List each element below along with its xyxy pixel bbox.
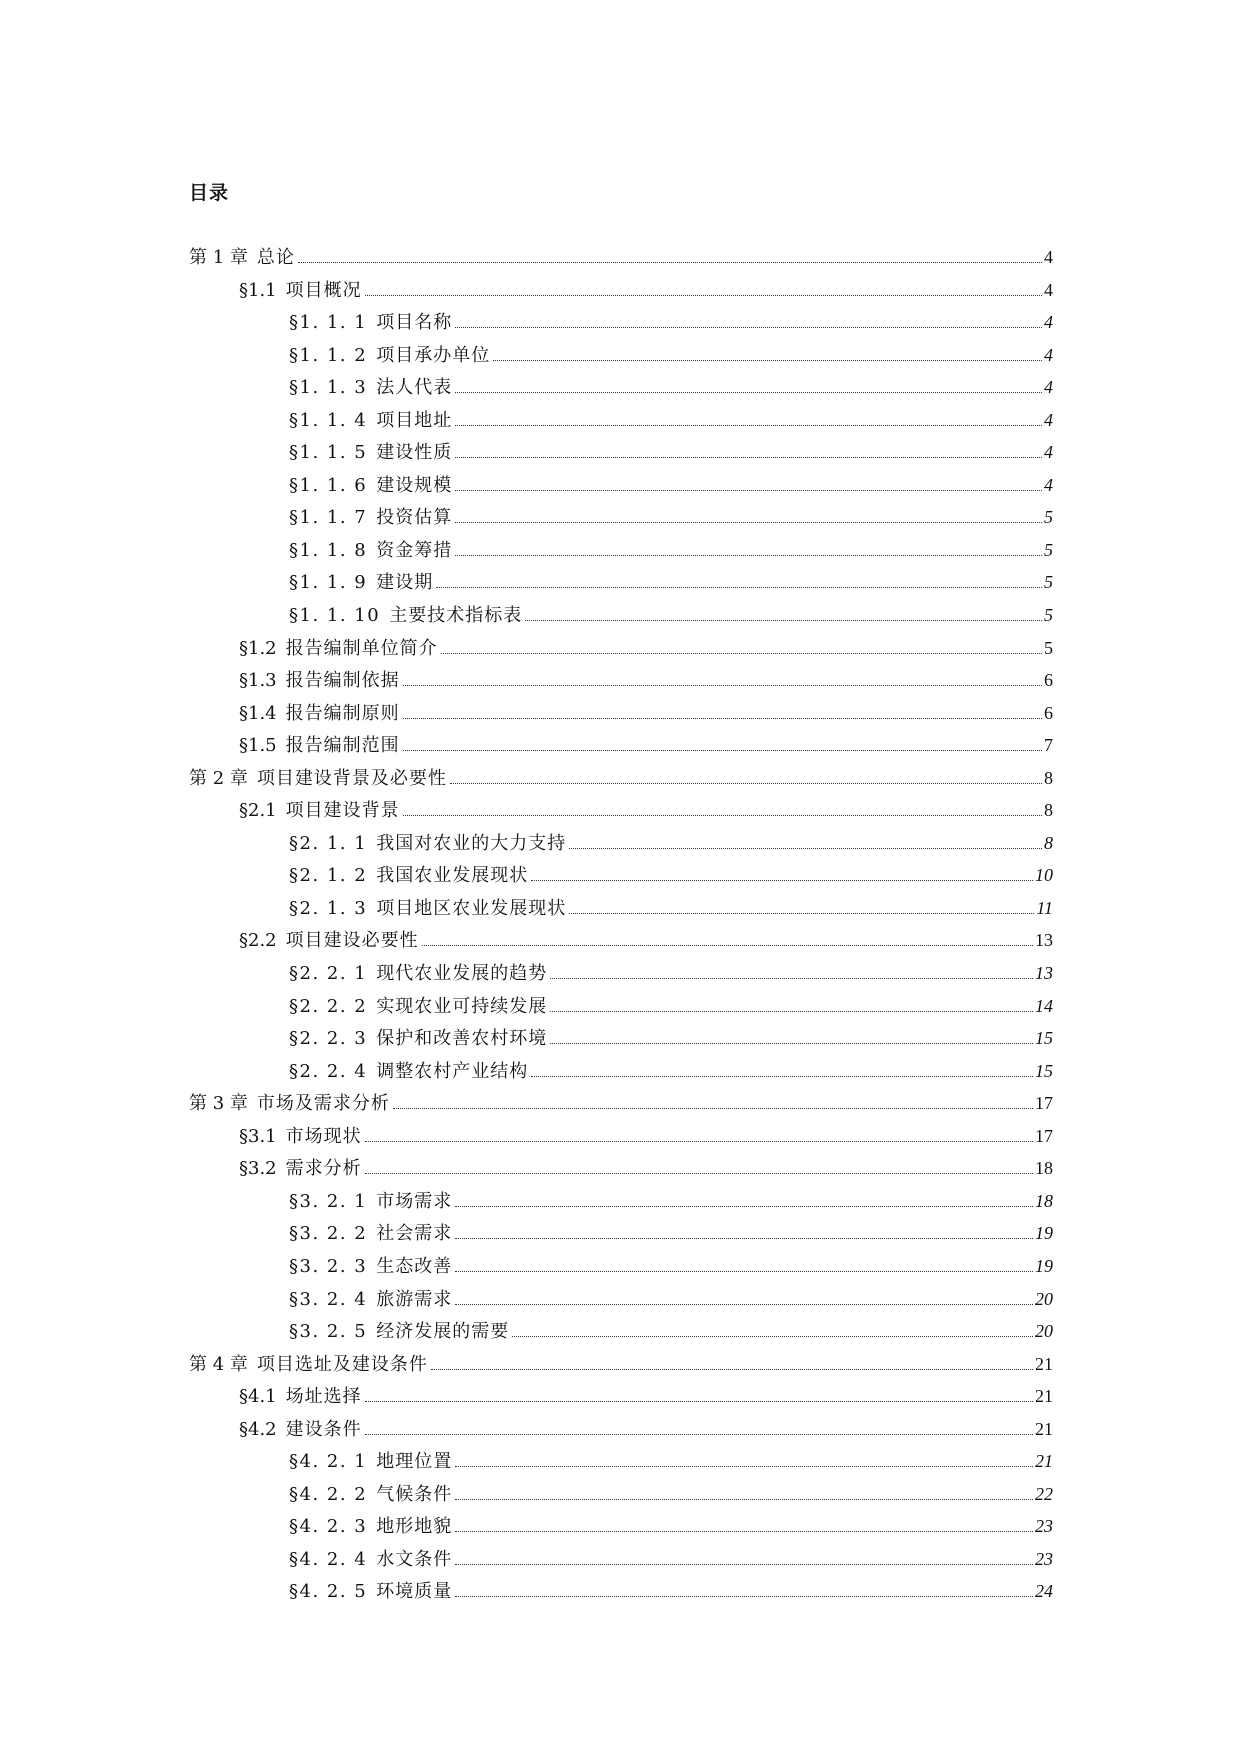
toc-page-number: 4: [1044, 344, 1053, 365]
toc-dot-leader: [531, 1076, 1033, 1077]
toc-page-number: 8: [1044, 800, 1053, 821]
toc-entry-label: 我国农业发展现状: [376, 865, 529, 887]
toc-page-number: 13: [1035, 963, 1053, 984]
toc-subsection-entry[interactable]: [189, 1575, 1053, 1608]
toc-entry-label: 项目选址及建设条件: [256, 1353, 428, 1375]
toc-dot-leader: [403, 685, 1042, 686]
toc-subsection-entry[interactable]: [189, 892, 1053, 925]
toc-list: [189, 241, 1053, 1608]
toc-subsection-entry[interactable]: [189, 957, 1053, 990]
toc-entry-label: 生态改善: [376, 1255, 453, 1277]
toc-dot-leader: [365, 1141, 1033, 1142]
toc-dot-leader: [455, 1596, 1033, 1597]
toc-subsection-entry[interactable]: [189, 599, 1053, 632]
toc-entry-label: 项目建设背景及必要性: [256, 767, 447, 789]
toc-page-number: 15: [1035, 1028, 1053, 1049]
toc-page-number: 20: [1035, 1321, 1053, 1342]
toc-subsection-entry[interactable]: [189, 404, 1053, 437]
toc-dot-leader: [455, 490, 1042, 491]
toc-entry-number: §4. 2. 2: [289, 1483, 368, 1505]
toc-subsection-entry[interactable]: [189, 1055, 1053, 1088]
toc-dot-leader: [365, 1434, 1033, 1435]
toc-section-entry[interactable]: [189, 274, 1053, 307]
toc-dot-leader: [393, 1108, 1033, 1109]
toc-dot-leader: [450, 783, 1042, 784]
toc-entry-label: 水文条件: [376, 1548, 453, 1570]
toc-entry-label: 主要技术指标表: [389, 605, 523, 627]
toc-title: 目录: [189, 182, 230, 204]
toc-entry-label: 市场及需求分析: [256, 1093, 390, 1115]
toc-entry-number: 第 2 章: [189, 767, 248, 789]
toc-page-number: 15: [1035, 1060, 1053, 1081]
toc-page-number: 21: [1035, 1451, 1053, 1472]
toc-dot-leader: [455, 392, 1042, 393]
toc-subsection-entry[interactable]: [189, 1543, 1053, 1576]
toc-entry-number: §1.2: [239, 637, 277, 659]
toc-section-entry[interactable]: [189, 1152, 1053, 1185]
toc-entry-label: 项目建设必要性: [285, 930, 419, 952]
toc-dot-leader: [422, 945, 1033, 946]
toc-section-entry[interactable]: [189, 1413, 1053, 1446]
toc-dot-leader: [455, 1271, 1033, 1272]
toc-entry-label: 市场现状: [285, 1125, 362, 1147]
toc-dot-leader: [431, 1369, 1033, 1370]
toc-dot-leader: [512, 1336, 1033, 1337]
toc-entry-label: 建设期: [376, 572, 434, 594]
toc-entry-label: 建设规模: [376, 474, 453, 496]
toc-entry-number: §1.1: [239, 279, 277, 301]
toc-entry-number: §3. 2. 2: [289, 1223, 368, 1245]
toc-entry-label: 项目承办单位: [376, 344, 491, 366]
toc-page-number: 7: [1044, 735, 1053, 756]
toc-page-number: 8: [1044, 832, 1053, 853]
toc-entry-number: §4. 2. 4: [289, 1548, 368, 1570]
toc-page-number: 5: [1044, 605, 1053, 626]
toc-page-number: 20: [1035, 1288, 1053, 1309]
toc-dot-leader: [455, 522, 1042, 523]
toc-entry-label: 项目地址: [376, 409, 453, 431]
toc-entry-number: §2. 2. 3: [289, 1028, 368, 1050]
toc-page-number: 13: [1035, 930, 1053, 951]
toc-page-number: 19: [1035, 1223, 1053, 1244]
toc-entry-number: 第 1 章: [189, 247, 248, 268]
toc-dot-leader: [455, 327, 1042, 328]
toc-section-entry[interactable]: [189, 1380, 1053, 1413]
toc-entry-number: §1.5: [239, 735, 277, 757]
toc-entry-number: §4.1: [239, 1386, 277, 1408]
toc-page-number: 19: [1035, 1255, 1053, 1276]
toc-entry-number: §1. 1. 5: [289, 442, 368, 464]
toc-dot-leader: [365, 295, 1042, 296]
toc-page-number: 21: [1035, 1418, 1053, 1439]
toc-page-number: 23: [1035, 1548, 1053, 1569]
toc-page-number: 5: [1044, 637, 1053, 658]
toc-entry-label: 报告编制依据: [285, 670, 400, 692]
toc-page-number: 4: [1044, 409, 1053, 430]
toc-entry-label: 资金筹措: [376, 539, 453, 561]
toc-entry-number: §2. 2. 4: [289, 1060, 368, 1082]
toc-page-number: 4: [1044, 474, 1053, 495]
toc-subsection-entry[interactable]: [189, 469, 1053, 502]
toc-dot-leader: [441, 653, 1042, 654]
toc-entry-label: 项目建设背景: [285, 800, 400, 822]
toc-subsection-entry[interactable]: [189, 859, 1053, 892]
toc-subsection-entry[interactable]: [189, 1185, 1053, 1218]
toc-entry-label: 报告编制范围: [285, 735, 400, 757]
toc-entry-number: §2. 2. 1: [289, 963, 368, 985]
toc-entry-number: §2. 2. 2: [289, 995, 368, 1017]
toc-chapter-entry[interactable]: [189, 762, 1053, 795]
toc-entry-label: 旅游需求: [376, 1288, 453, 1310]
toc-entry-number: §1.4: [239, 702, 277, 724]
toc-entry-number: §3. 2. 4: [289, 1288, 368, 1310]
toc-dot-leader: [455, 425, 1042, 426]
toc-entry-number: §2.1: [239, 800, 277, 822]
toc-entry-label: 调整农村产业结构: [376, 1060, 529, 1082]
toc-entry-label: 环境质量: [376, 1581, 453, 1603]
toc-entry-number: §2. 1. 2: [289, 865, 368, 887]
toc-page-number: 10: [1035, 865, 1053, 886]
toc-entry-number: §3.1: [239, 1125, 277, 1147]
toc-subsection-entry[interactable]: [189, 990, 1053, 1023]
toc-page-number: 21: [1035, 1353, 1053, 1374]
toc-entry-number: §1. 1. 1: [289, 312, 368, 334]
toc-chapter-entry[interactable]: [189, 1348, 1053, 1381]
toc-entry-label: 经济发展的需要: [376, 1321, 510, 1343]
toc-entry-number: §2.2: [239, 930, 277, 952]
toc-entry-label: 报告编制原则: [285, 702, 400, 724]
toc-subsection-entry[interactable]: [189, 1445, 1053, 1478]
toc-section-entry[interactable]: [189, 794, 1053, 827]
toc-subsection-entry[interactable]: [189, 1315, 1053, 1348]
toc-dot-leader: [365, 1173, 1033, 1174]
toc-entry-label: 保护和改善农村环境: [376, 1028, 548, 1050]
toc-subsection-entry[interactable]: [189, 1250, 1053, 1283]
toc-page-number: 24: [1035, 1581, 1053, 1602]
toc-section-entry[interactable]: [189, 924, 1053, 957]
toc-entry-label: 项目概况: [285, 279, 362, 301]
toc-subsection-entry[interactable]: [189, 339, 1053, 372]
toc-subsection-entry[interactable]: [189, 1217, 1053, 1250]
toc-dot-leader: [455, 1206, 1033, 1207]
toc-page-number: 6: [1044, 670, 1053, 691]
toc-chapter-entry[interactable]: [189, 1087, 1053, 1120]
toc-entry-label: 我国对农业的大力支持: [376, 832, 567, 854]
toc-entry-label: 地理位置: [376, 1451, 453, 1473]
toc-entry-number: §1.3: [239, 670, 277, 692]
toc-dot-leader: [455, 1304, 1033, 1305]
toc-entry-number: §1. 1. 3: [289, 377, 368, 399]
toc-subsection-entry[interactable]: [189, 306, 1053, 339]
toc-page-number: 22: [1035, 1483, 1053, 1504]
toc-entry-number: §2. 1. 3: [289, 897, 368, 919]
toc-subsection-entry[interactable]: [189, 501, 1053, 534]
toc-entry-label: 建设性质: [376, 442, 453, 464]
toc-subsection-entry[interactable]: [189, 1478, 1053, 1511]
toc-page-number: 18: [1035, 1190, 1053, 1211]
toc-entry-number: §3. 2. 1: [289, 1190, 368, 1212]
toc-dot-leader: [550, 1043, 1033, 1044]
toc-subsection-entry[interactable]: [189, 1283, 1053, 1316]
toc-dot-leader: [455, 1564, 1033, 1565]
toc-subsection-entry[interactable]: [189, 436, 1053, 469]
toc-entry-number: §3. 2. 5: [289, 1321, 368, 1343]
toc-page-number: 17: [1035, 1125, 1053, 1146]
toc-dot-leader: [436, 587, 1042, 588]
toc-page-number: 18: [1035, 1158, 1053, 1179]
toc-dot-leader: [569, 913, 1034, 914]
toc-entry-number: §1. 1. 7: [289, 507, 368, 529]
toc-subsection-entry[interactable]: [189, 1510, 1053, 1543]
toc-entry-label: 场址选择: [285, 1386, 362, 1408]
toc-entry-number: §4. 2. 1: [289, 1451, 368, 1473]
toc-dot-leader: [531, 880, 1033, 881]
toc-subsection-entry[interactable]: [189, 566, 1053, 599]
toc-dot-leader: [403, 815, 1042, 816]
toc-entry-number: §1. 1. 2: [289, 344, 368, 366]
toc-page-number: 5: [1044, 539, 1053, 560]
toc-page-number: 4: [1044, 442, 1053, 463]
toc-entry-number: §1. 1. 9: [289, 572, 368, 594]
toc-page-number: 17: [1035, 1093, 1053, 1114]
toc-subsection-entry[interactable]: [189, 1022, 1053, 1055]
toc-dot-leader: [365, 1401, 1033, 1402]
toc-entry-number: §1. 1. 4: [289, 409, 368, 431]
toc-section-entry[interactable]: [189, 729, 1053, 762]
toc-page-number: 4: [1044, 279, 1053, 300]
toc-page-number: 8: [1044, 767, 1053, 788]
toc-subsection-entry[interactable]: [189, 827, 1053, 860]
toc-page-number: 23: [1035, 1516, 1053, 1537]
toc-page-number: 11: [1036, 897, 1053, 918]
toc-dot-leader: [403, 750, 1042, 751]
toc-subsection-entry[interactable]: [189, 534, 1053, 567]
toc-page-number: 14: [1035, 995, 1053, 1016]
toc-entry-number: 第 3 章: [189, 1093, 248, 1115]
toc-dot-leader: [493, 360, 1042, 361]
toc-entry-label: 现代农业发展的趋势: [376, 963, 548, 985]
toc-dot-leader: [550, 978, 1033, 979]
toc-entry-label: 实现农业可持续发展: [376, 995, 548, 1017]
toc-entry-label: 法人代表: [376, 377, 453, 399]
toc-entry-number: §4.2: [239, 1418, 277, 1440]
toc-dot-leader: [550, 1011, 1033, 1012]
toc-entry-label: 需求分析: [285, 1158, 362, 1180]
toc-dot-leader: [525, 620, 1042, 621]
toc-section-entry[interactable]: [189, 1120, 1053, 1153]
toc-entry-number: §2. 1. 1: [289, 832, 368, 854]
toc-section-entry[interactable]: [189, 632, 1053, 665]
toc-entry-number: §1. 1. 6: [289, 474, 368, 496]
toc-entry-label: 投资估算: [376, 507, 453, 529]
toc-dot-leader: [455, 1531, 1033, 1532]
toc-entry-label: 项目地区农业发展现状: [376, 897, 567, 919]
toc-page-number: 6: [1044, 702, 1053, 723]
toc-dot-leader: [298, 262, 1042, 263]
toc-subsection-entry[interactable]: [189, 371, 1053, 404]
toc-dot-leader: [455, 1499, 1033, 1500]
toc-entry-label: 市场需求: [376, 1190, 453, 1212]
toc-entry-label: 报告编制单位简介: [285, 637, 438, 659]
toc-entry-number: §4. 2. 3: [289, 1516, 368, 1538]
toc-entry-label: 项目名称: [376, 312, 453, 334]
toc-dot-leader: [569, 848, 1042, 849]
toc-chapter-entry[interactable]: [189, 241, 1053, 274]
toc-dot-leader: [455, 457, 1042, 458]
toc-section-entry[interactable]: [189, 697, 1053, 730]
toc-page-number: 4: [1044, 377, 1053, 398]
toc-dot-leader: [455, 1466, 1033, 1467]
toc-entry-label: 总论: [256, 247, 295, 268]
toc-dot-leader: [455, 1238, 1033, 1239]
toc-page-number: 4: [1044, 247, 1053, 267]
toc-section-entry[interactable]: [189, 664, 1053, 697]
toc-entry-label: 社会需求: [376, 1223, 453, 1245]
toc-entry-label: 建设条件: [285, 1418, 362, 1440]
toc-dot-leader: [455, 555, 1042, 556]
toc-page-number: 5: [1044, 572, 1053, 593]
toc-entry-label: 气候条件: [376, 1483, 453, 1505]
toc-entry-number: §3.2: [239, 1158, 277, 1180]
toc-entry-number: §1. 1. 8: [289, 539, 368, 561]
toc-page-number: 21: [1035, 1386, 1053, 1407]
toc-entry-label: 地形地貌: [376, 1516, 453, 1538]
toc-dot-leader: [403, 718, 1042, 719]
toc-entry-number: §4. 2. 5: [289, 1581, 368, 1603]
toc-entry-number: §1. 1. 10: [289, 605, 381, 627]
toc-entry-number: 第 4 章: [189, 1353, 248, 1375]
toc-page-number: 4: [1044, 312, 1053, 333]
toc-page-number: 5: [1044, 507, 1053, 528]
toc-entry-number: §3. 2. 3: [289, 1255, 368, 1277]
